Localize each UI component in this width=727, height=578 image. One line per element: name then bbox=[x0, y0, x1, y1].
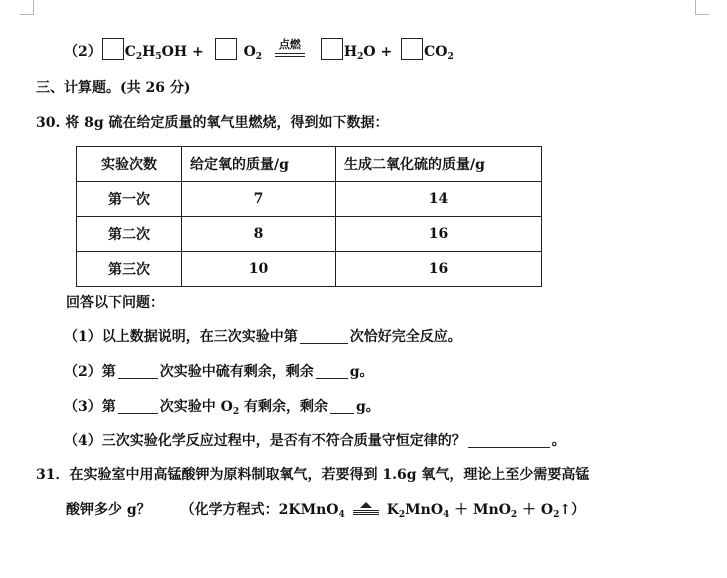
table-cell: 7 bbox=[182, 182, 336, 217]
coefficient-box[interactable] bbox=[102, 38, 124, 60]
table-header-cell: 生成二氧化硫的质量/g bbox=[336, 147, 542, 182]
coefficient-box[interactable] bbox=[321, 38, 343, 60]
table-cell: 14 bbox=[336, 182, 542, 217]
question-30-stem: 30. 将 8g 硫在给定质量的氧气里燃烧，得到如下数据： bbox=[36, 115, 389, 131]
sub-question-2: （2）第 次实验中硫有剩余，剩余 g。 bbox=[64, 364, 374, 380]
sub-question-3: （3）第 次实验中 $O_2$ 有剩余，剩余 g。 bbox=[64, 399, 380, 417]
table-cell: 第一次 bbox=[77, 182, 182, 217]
reaction-condition: 点燃 bbox=[273, 47, 307, 59]
equation-2: （2） $C_2H_5OH + O_2$ 点燃 $H_2O + CO_2$ bbox=[64, 38, 454, 62]
answer-blank[interactable] bbox=[468, 433, 550, 448]
section-heading: 三、计算题。(共 26 分) bbox=[36, 80, 191, 96]
answer-blank[interactable] bbox=[118, 399, 158, 414]
answer-blank[interactable] bbox=[300, 329, 348, 344]
crop-mark-right-vertical bbox=[695, 0, 696, 14]
table-cell: 10 bbox=[182, 252, 336, 287]
table-cell: 第三次 bbox=[77, 252, 182, 287]
heating-condition-icon bbox=[351, 502, 381, 516]
equation-number: （2） bbox=[64, 44, 102, 60]
sub-question-4: （4）三次实验化学反应过程中，是否有不符合质量守恒定律的？ 。 bbox=[64, 433, 566, 449]
table-row bbox=[77, 252, 542, 287]
experiment-data-table bbox=[76, 146, 542, 287]
table-cell: 第二次 bbox=[77, 217, 182, 252]
answer-prompt: 回答以下问题： bbox=[66, 295, 164, 311]
crop-mark-left-horizontal bbox=[20, 14, 34, 15]
table-header-row bbox=[77, 147, 542, 182]
table-header-cell: 实验次数 bbox=[77, 147, 182, 182]
table-cell: 8 bbox=[182, 217, 336, 252]
coefficient-box[interactable] bbox=[215, 38, 237, 60]
table-row bbox=[77, 217, 542, 252]
answer-blank[interactable] bbox=[118, 364, 158, 379]
question-31-line-2: 酸钾多少 g？ （化学方程式：2KMnO$_4$ $K_2MnO_4 + MnO_2$ ＋ $O_2↑$） bbox=[66, 502, 586, 520]
question-31-line-1: 31．在实验室中用高锰酸钾为原料制取氧气，若要得到 1.6g 氧气，理论上至少需要高锰 bbox=[36, 467, 590, 483]
crop-mark-right-horizontal bbox=[695, 14, 709, 15]
sub-question-1: （1）以上数据说明，在三次实验中第 次恰好完全反应。 bbox=[64, 329, 462, 345]
crop-mark-left-vertical bbox=[33, 0, 34, 14]
table-cell: 16 bbox=[336, 252, 542, 287]
table-header-cell: 给定氧的质量/g bbox=[182, 147, 336, 182]
answer-blank[interactable] bbox=[330, 399, 354, 414]
answer-blank[interactable] bbox=[316, 364, 348, 379]
table-cell: 16 bbox=[336, 217, 542, 252]
table-row bbox=[77, 182, 542, 217]
coefficient-box[interactable] bbox=[401, 38, 423, 60]
